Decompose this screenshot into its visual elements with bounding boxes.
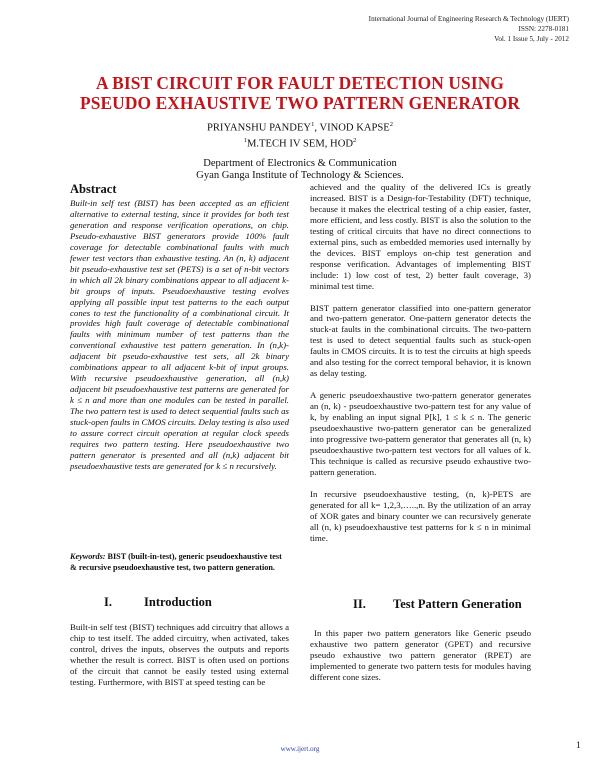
journal-issn: ISSN: 2278-0181 bbox=[518, 25, 569, 33]
department: Department of Electronics & Communication bbox=[203, 158, 397, 169]
page-number: 1 bbox=[576, 741, 581, 751]
right-paragraph-3: A generic pseudoexhaustive two-pattern generator generates an (n, k) - pseudoexhaustive two-pattern test for any value of k, by enabling an input signal P[k], 1 ≤ k ≤ n. The generic pseudoexhaustive two-pattern generator can be generalized into progressive two-pattern generator that generates all (n, k) pseudoexhaustive two-pattern test vectors for all values of k. This technique is called as recursive pseudo exhaustive two-pattern generation. bbox=[310, 390, 531, 477]
abstract-body: Built-in self test (BIST) has been accepted as an efficient alternative to external testing, since it provides for both test generation and response verification operations, on chip. Pseudo-exhaustive BIST generators provide 100% fault coverage for detectable combinational faults with much fewer test vectors than exhaustive testing. An (n, k) adjacent bit pseudo-exhaustive test set (PETS) is a set of n-bit vectors in which all 2k binary combinations appear to all adjacent k-bit groups of inputs. Pseudoexhaustive testing evolves applying all possible input test patterns to the each output cones to test the functionality of a combinational circuit. It provides high fault coverage of detectable combinational faults with minimum number of test patterns than the conventional exhaustive test pattern generation. In (n,k)-adjacent bit pseudo-exhaustive test sets, all 2k binary combinations appear to all adjacent k-bit of input groups. With recursive pseudoexhaustive generation, all (n,k) adjacent bit pseudoexhaustive test patterns are generated for k ≤ n and more than one modules can be tested in parallel. The two pattern test is used to detect sequential faults such as stuck-open faults in CMOS circuits. Delay testing is also used to assure correct circuit operation at regular clock speeds requires two pattern testing. Here pseudoexhaustive two pattern generator is presented and all (n,k) adjacent bit pseudoexhaustive tests are generated for k ≤ n recursively. bbox=[70, 198, 289, 471]
section-1-heading bbox=[104, 595, 212, 610]
paper-title bbox=[30, 73, 570, 113]
roles-sup-1: 1 bbox=[243, 137, 247, 145]
affiliation bbox=[0, 158, 600, 182]
author-separator: , bbox=[314, 122, 320, 134]
section-1-title: Introduction bbox=[144, 595, 212, 609]
right-paragraph-2: BIST pattern generator classified into one-pattern generator and two-pattern generator. One-pattern generator detects the stuck-at faults in the combinational circuits. The two-pattern test is used to detect sequential faults such as stuck-open faults in CMOS circuits. It is to test the circuits at high speeds and also testing for the correct temporal behavior, it is known as delay testing. bbox=[310, 302, 531, 379]
keywords bbox=[70, 552, 289, 573]
section-2-number: II. bbox=[353, 597, 366, 611]
keywords-label: Keywords: bbox=[70, 552, 106, 561]
abstract-heading: Abstract bbox=[70, 182, 117, 196]
author-2: VINOD KAPSE bbox=[319, 122, 390, 134]
author-2-sup: 2 bbox=[389, 121, 394, 128]
section-1-number: I. bbox=[104, 595, 112, 609]
title-line-1: A BIST CIRCUIT FOR FAULT DETECTION USING bbox=[96, 73, 504, 93]
roles-text: M.TECH IV SEM, HOD bbox=[246, 138, 354, 150]
footer-url[interactable]: www.ijert.org bbox=[280, 745, 320, 753]
author-1: PRIYANSHU PANDEY bbox=[206, 122, 312, 134]
section-1-body: Built-in self test (BIST) techniques add circuitry that allows a chip to test itself. The added circuitry, when activated, takes control, drives the inputs, observes the outputs and reports whether the result is correct. BIST is often used on portions of the circuit that cannot be easily tested using external testing. Furthermore, with BIST at speed testing can be bbox=[70, 622, 289, 687]
roles-sup-2: 2 bbox=[353, 137, 357, 145]
section-2-heading bbox=[353, 597, 522, 612]
author-roles bbox=[0, 135, 600, 151]
title-line-2: PSEUDO EXHAUSTIVE TWO PATTERN GENERATOR bbox=[79, 93, 521, 113]
section-2-title: Test Pattern Generation bbox=[393, 597, 522, 611]
section-2-body: In this paper two pattern generators like Generic pseudo exhaustive two pattern generator (GPET) and recursive pseudo exhaustive two pattern generator (RPET) are implemented to generate two pattern tests for modules having different cone sizes. bbox=[310, 628, 531, 682]
author-1-sup: 1 bbox=[311, 121, 315, 128]
author-names bbox=[0, 119, 600, 135]
right-paragraph-1: achieved and the quality of the delivered ICs is greatly increased. BIST is a Design-for-Testability (DFT) technique, because it makes the electrical testing of a chip easier, faster, more efficient, and less costly. BIST is also the solution to the testing of critical circuits that have no direct connections to external pins, such as embedded memories used internally by the devices. BIST employs on-chip test generation and response verification. Advantages of implementing BIST include: 1) low cost of test, 2) better fault coverage, 3) minimal test time. bbox=[310, 182, 531, 291]
journal-volume: Vol. 1 Issue 5, July - 2012 bbox=[494, 35, 569, 43]
journal-name: International Journal of Engineering Research & Technology (IJERT) bbox=[368, 15, 569, 23]
journal-header bbox=[369, 14, 569, 44]
keywords-text: BIST (built-in-test), generic pseudoexhaustive test & recursive pseudoexhaustive test, two pattern generation. bbox=[70, 552, 282, 572]
right-column bbox=[310, 182, 531, 544]
institute: Gyan Ganga Institute of Technology & Sciences. bbox=[196, 170, 404, 181]
authors bbox=[0, 119, 600, 151]
right-paragraph-4: In recursive pseudoexhaustive testing, (n, k)-PETS are generated for all k= 1,2,3,…..,n. By the utilization of an array of XOR gates and binary counter we can recursively generate all (n, k) pseudoexhaustive test patterns for k ≤ n in minimal time. bbox=[310, 488, 531, 543]
